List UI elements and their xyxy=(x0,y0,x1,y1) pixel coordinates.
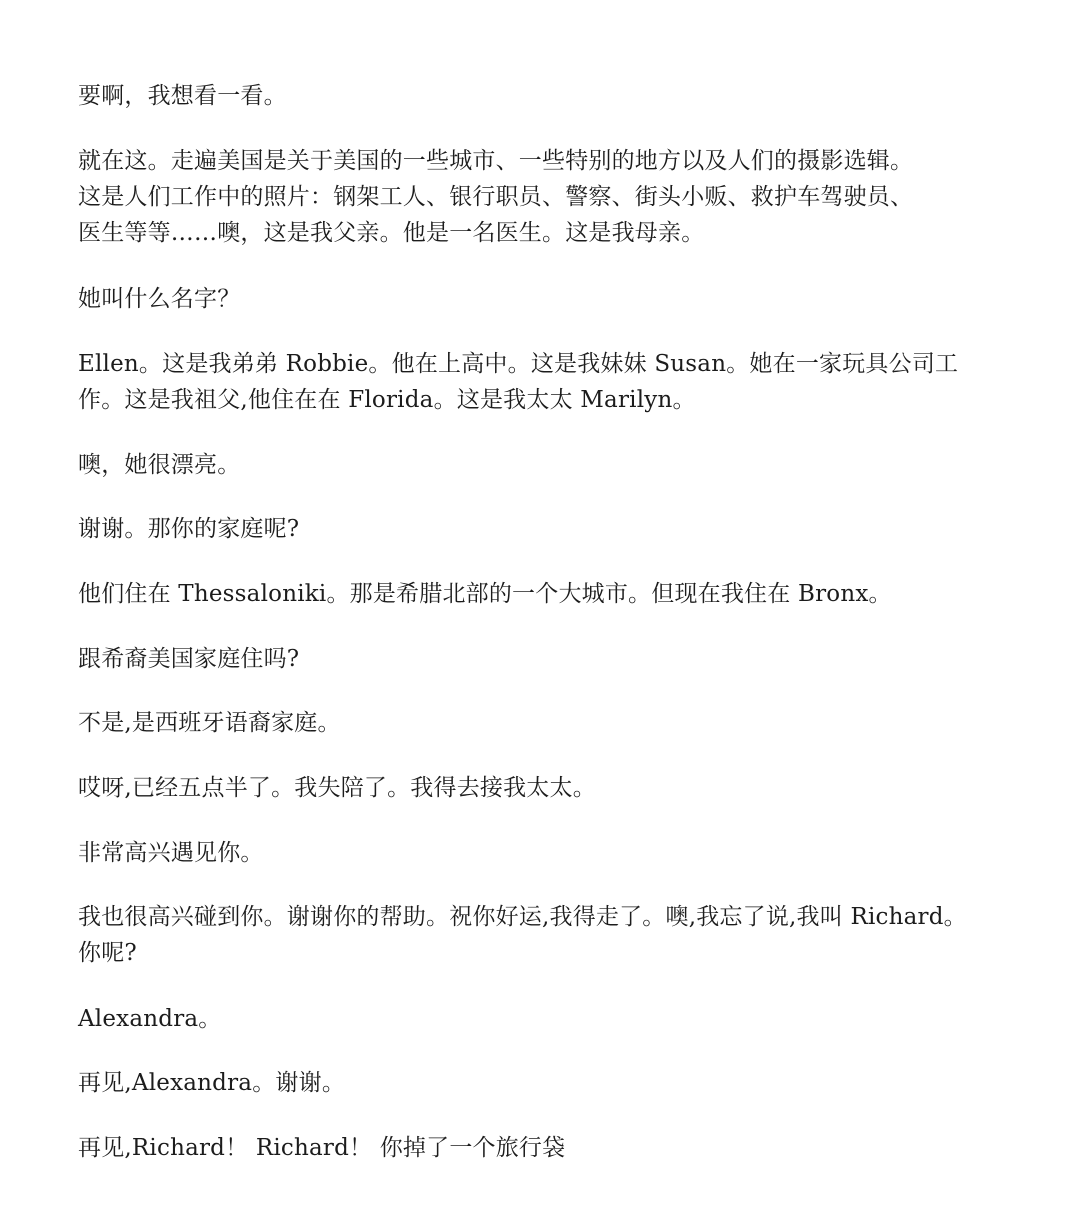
text-line: 要啊，我想看一看。 xyxy=(78,83,287,109)
text-line: 噢，她很漂亮。 xyxy=(78,452,241,478)
paragraph-3 xyxy=(78,281,1018,317)
text-line: 再见,Richard！ Richard！ 你掉了一个旅行袋 xyxy=(78,1135,566,1161)
text-line: 非常高兴遇见你。 xyxy=(78,840,264,866)
text-line: 医生等等……噢，这是我父亲。他是一名医生。这是我母亲。 xyxy=(78,220,705,246)
text-line: 这是人们工作中的照片：钢架工人、银行职员、警察、街头小贩、救护车驾驶员、 xyxy=(78,184,914,210)
text-line: 她叫什么名字？ xyxy=(78,286,241,312)
paragraph-1 xyxy=(78,78,1018,114)
paragraph-15 xyxy=(78,1130,1018,1166)
text-line: 谢谢。那你的家庭呢? xyxy=(78,516,300,542)
text-line: 再见,Alexandra。谢谢。 xyxy=(78,1070,346,1096)
paragraph-6 xyxy=(78,511,1018,547)
paragraph-4 xyxy=(78,346,1018,418)
paragraph-13 xyxy=(78,1001,1018,1037)
text-line: Ellen。这是我弟弟 Robbie。他在上高中。这是我妹妹 Susan。她在一家玩具公司工 xyxy=(78,351,959,377)
text-line: 跟希裔美国家庭住吗? xyxy=(78,646,300,672)
paragraph-14 xyxy=(78,1065,1018,1101)
text-line: 不是,是西班牙语裔家庭。 xyxy=(78,710,341,736)
text-line: 他们住在 Thessaloniki。那是希腊北部的一个大城市。但现在我住在 Bronx。 xyxy=(78,581,892,607)
paragraph-12 xyxy=(78,899,1018,971)
paragraph-7 xyxy=(78,576,1018,612)
text-line: 哎呀,已经五点半了。我失陪了。我得去接我太太。 xyxy=(78,775,596,801)
paragraph-10 xyxy=(78,770,1018,806)
text-line: 你呢? xyxy=(78,940,137,966)
text-line: 我也很高兴碰到你。谢谢你的帮助。祝你好运,我得走了。噢,我忘了说,我叫 Richard。 xyxy=(78,904,967,930)
paragraph-8 xyxy=(78,641,1018,677)
paragraph-11 xyxy=(78,835,1018,871)
text-line: 就在这。走遍美国是关于美国的一些城市、一些特别的地方以及人们的摄影选辑。 xyxy=(78,148,914,174)
text-line: Alexandra。 xyxy=(78,1006,222,1032)
paragraph-2 xyxy=(78,143,1018,251)
paragraph-9 xyxy=(78,705,1018,741)
text-line: 作。这是我祖父,他住在在 Florida。这是我太太 Marilyn。 xyxy=(78,387,696,413)
paragraph-5 xyxy=(78,447,1018,483)
